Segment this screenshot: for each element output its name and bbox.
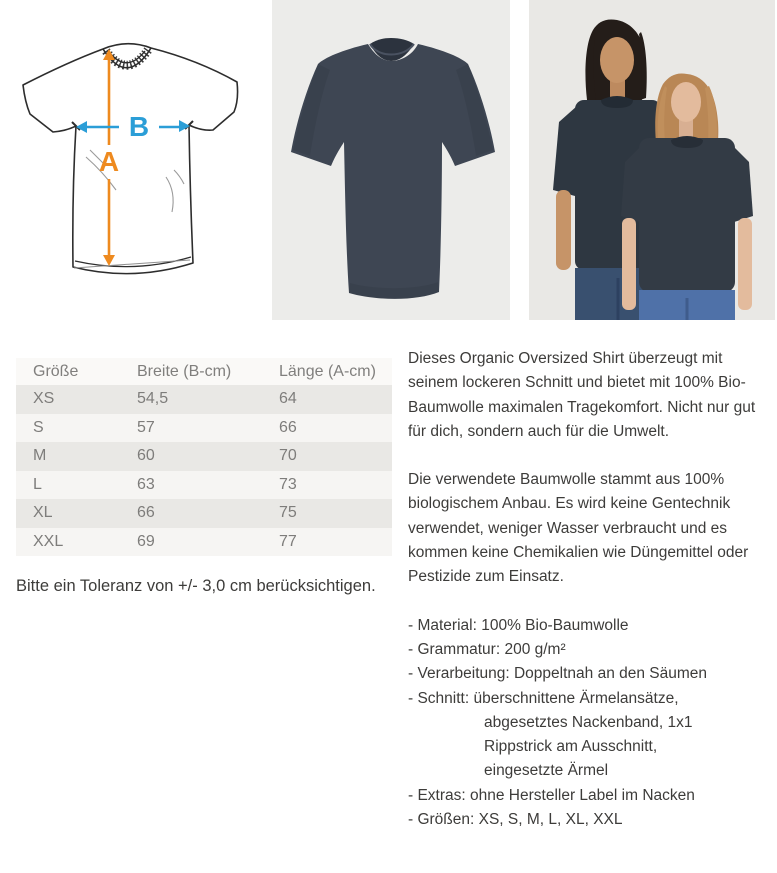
spec-line-schnitt-2: abgesetztes Nackenband, 1x1 [484,713,693,731]
size-row-xl [16,499,392,528]
size-row-s [16,414,392,443]
cell-size: XL [33,504,53,521]
description-paragraph-1: Dieses Organic Oversized Shirt überzeugt mit seinem lockeren Schnitt und bietet mit 100% Bio-Baumwolle maximalen Tragekomfort. Nicht nur gut für dich, sondern auch für die Umwelt. [408,350,756,440]
product-description [408,347,776,832]
column-header-groesse: Größe [33,363,79,380]
tshirt-measurement-diagram [8,12,256,320]
column-header-laenge: Länge (A-cm) [279,363,376,380]
cell-width: 54,5 [137,390,169,407]
cell-size: XXL [33,532,64,550]
size-table [16,358,392,556]
spec-line-verarbeitung: - Verarbeitung: Doppeltnah an den Säumen [408,665,708,683]
label-b: B [128,111,150,142]
size-diagram-image [8,12,256,320]
size-row-xxl [16,528,392,557]
spec-list [408,614,776,833]
spec-line-groessen: - Größen: XS, S, M, L, XL, XXL [408,811,623,829]
spec-line-schnitt-3: Rippstrick am Ausschnitt, [484,738,658,756]
size-table-header [16,358,392,385]
spec-line-grammatur: - Grammatur: 200 g/m² [408,640,566,658]
cell-width: 66 [137,504,155,521]
models-photo-image [529,0,775,320]
cell-length: 64 [279,390,297,407]
cell-length: 66 [279,418,297,436]
product-photo-image [272,0,510,320]
size-row-xs [16,385,392,414]
tshirt-outline [23,44,238,274]
size-row-l [16,471,392,500]
label-a: A [98,146,120,177]
cell-size: XS [33,390,55,407]
cell-length: 70 [279,447,297,464]
cell-size: S [33,418,44,436]
column-header-breite: Breite (B-cm) [137,363,232,380]
cell-width: 57 [137,418,155,436]
cell-width: 60 [137,447,155,464]
cell-length: 73 [279,475,297,493]
spec-line-extras: - Extras: ohne Hersteller Label im Nacken [408,786,695,804]
cell-width: 63 [137,475,155,493]
tolerance-note: Bitte ein Toleranz von +/- 3,0 cm berücksichtigen. [16,577,376,595]
description-paragraph-2: Die verwendete Baumwolle stammt aus 100% biologischem Anbau. Es wird keine Gentechnik verwendet, weniger Wasser verbraucht und es kommen keine Chemikalien wie Düngemittel oder Pestizide zum Einsatz. [408,471,749,586]
models-photo [529,0,775,320]
spec-line-material: - Material: 100% Bio-Baumwolle [408,616,629,634]
cell-size: M [33,447,47,464]
cell-width: 69 [137,532,155,550]
spec-line-schnitt: - Schnitt: überschnittene Ärmelansätze, [408,689,679,707]
cell-length: 77 [279,532,297,550]
cell-length: 75 [279,504,297,521]
cell-size: L [33,475,42,493]
spec-line-schnitt-4: eingesetzte Ärmel [484,762,609,780]
size-row-m [16,442,392,471]
product-shirt-photo [272,0,510,320]
